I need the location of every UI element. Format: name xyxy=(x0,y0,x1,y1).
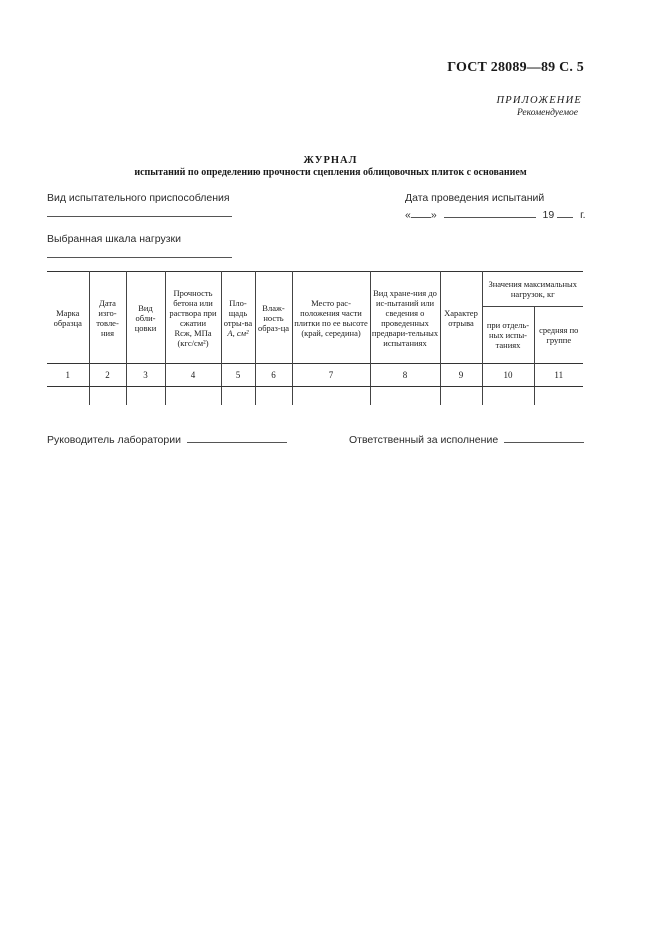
empty-cell[interactable] xyxy=(221,387,255,406)
col-header-tile-location: Место рас-положения части плитки по ее высоте (край, середина) xyxy=(292,272,370,364)
col-header-group-average: средняя по группе xyxy=(534,307,583,364)
device-field-line[interactable] xyxy=(47,216,232,217)
empty-cell[interactable] xyxy=(89,387,126,406)
date-month-blank[interactable] xyxy=(444,207,536,218)
journal-table xyxy=(47,271,583,405)
col-number: 2 xyxy=(89,364,126,387)
empty-cell[interactable] xyxy=(292,387,370,406)
col-number: 1 xyxy=(47,364,89,387)
empty-cell[interactable] xyxy=(482,387,534,406)
lab-head-signature xyxy=(47,432,287,446)
col-number: 9 xyxy=(440,364,482,387)
col-number: 5 xyxy=(221,364,255,387)
area-unit: A, см² xyxy=(227,327,249,338)
col-header-mark: Марка образца xyxy=(47,272,89,364)
date-year-prefix: 19 xyxy=(542,209,555,221)
journal-subtitle: испытаний по определению прочности сцепления облицовочных плиток с основанием xyxy=(134,167,527,178)
col-header-rupture: Характер отрыва xyxy=(440,272,482,364)
load-scale-label: Выбранная шкала нагрузки xyxy=(47,233,181,245)
strength-label: Прочность бетона или раствора при сжатии xyxy=(169,287,217,328)
responsible-signature xyxy=(349,432,584,446)
lab-head-blank[interactable] xyxy=(187,432,287,443)
col-header-strength xyxy=(165,272,221,364)
date-year-suffix: г. xyxy=(580,209,586,221)
empty-cell[interactable] xyxy=(370,387,440,406)
col-number: 11 xyxy=(534,364,583,387)
appendix-label: ПРИЛОЖЕНИЕ xyxy=(496,95,582,106)
date-open-quote: « xyxy=(405,209,411,221)
col-header-storage: Вид хране-ния до ис-пытаний или сведения о проведенных предвари-тельных испытаниях xyxy=(370,272,440,364)
col-header-max-loads: Значения максимальных нагрузок, кг xyxy=(482,272,583,307)
standard-header: ГОСТ 28089—89 С. 5 xyxy=(447,60,584,75)
col-header-date: Дата изго-товле-ния xyxy=(89,272,126,364)
col-header-area xyxy=(221,272,255,364)
col-header-individual-tests: при отдель-ных испы-таниях xyxy=(482,307,534,364)
col-number: 6 xyxy=(255,364,292,387)
strength-unit: Rсж, МПа (кгс/см²) xyxy=(174,327,212,348)
empty-cell[interactable] xyxy=(126,387,165,406)
test-date-label: Дата проведения испытаний xyxy=(405,192,545,204)
col-number: 7 xyxy=(292,364,370,387)
empty-cell[interactable] xyxy=(255,387,292,406)
date-close-quote: » xyxy=(430,209,437,221)
lab-head-label: Руководитель лаборатории xyxy=(47,434,181,446)
empty-cell[interactable] xyxy=(165,387,221,406)
empty-cell[interactable] xyxy=(534,387,583,406)
date-day-blank[interactable] xyxy=(411,207,431,218)
responsible-blank[interactable] xyxy=(504,432,584,443)
col-header-humidity: Влаж-ность образ-ца xyxy=(255,272,292,364)
col-number: 8 xyxy=(370,364,440,387)
empty-cell[interactable] xyxy=(47,387,89,406)
recommended-label: Рекомендуемое xyxy=(516,108,578,118)
load-scale-field-line[interactable] xyxy=(47,257,232,258)
responsible-label: Ответственный за исполнение xyxy=(349,434,499,446)
device-label: Вид испытательного приспособления xyxy=(47,192,230,204)
col-number: 10 xyxy=(482,364,534,387)
empty-cell[interactable] xyxy=(440,387,482,406)
area-label: Пло-щадь отры-ва xyxy=(223,297,253,328)
test-date-field[interactable] xyxy=(405,207,586,221)
col-number: 3 xyxy=(126,364,165,387)
col-number: 4 xyxy=(165,364,221,387)
date-year-blank[interactable] xyxy=(557,207,573,218)
journal-title: ЖУРНАЛ xyxy=(303,155,358,166)
col-header-facing-type: Вид обли-цовки xyxy=(126,272,165,364)
